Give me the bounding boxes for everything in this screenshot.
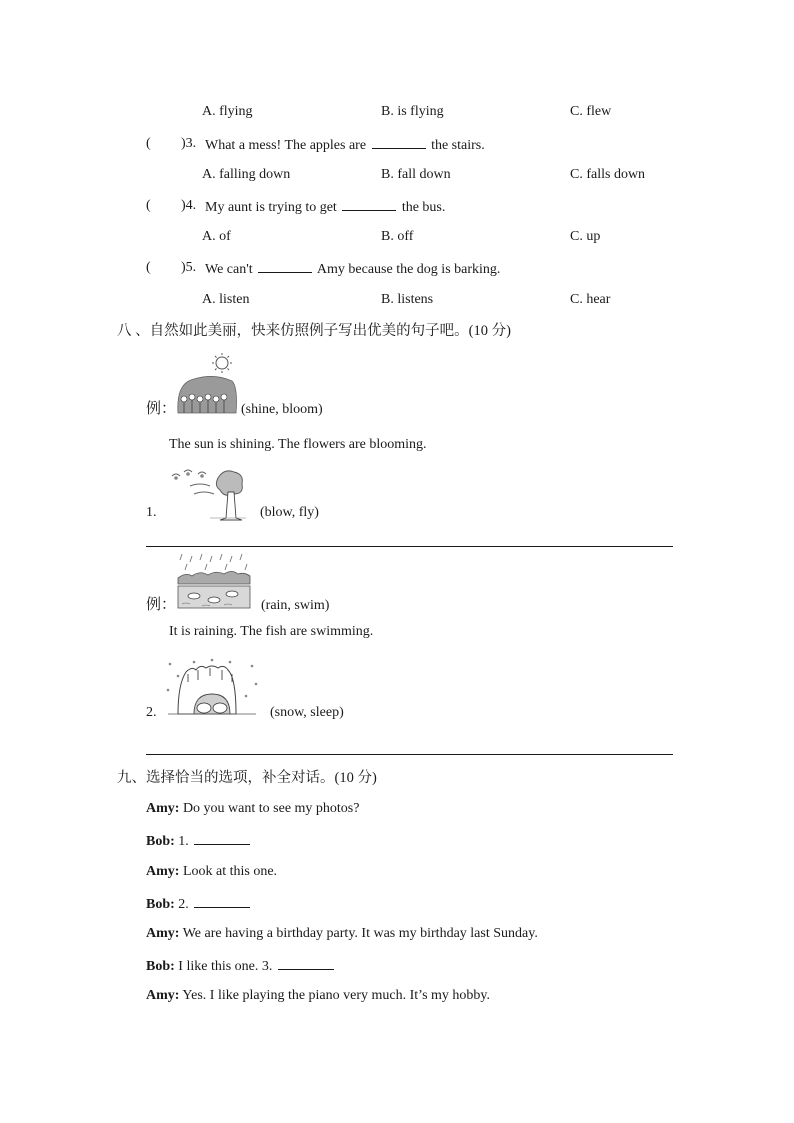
example1-label: 例： bbox=[146, 401, 177, 417]
dialogue-text: We are having a birthday party. It was my birthday last Sunday. bbox=[182, 926, 538, 941]
q5-option-c: C. hear bbox=[570, 292, 611, 307]
dialogue-speaker: Bob: bbox=[146, 897, 175, 912]
section9-heading: 九、选择恰当的选项，补全对话。(10 分) bbox=[117, 770, 377, 786]
q5-option-a: A. listen bbox=[202, 292, 250, 307]
q5-paren-open: ( bbox=[146, 260, 151, 275]
q3-stem-before: What a mess! The apples are bbox=[205, 138, 367, 153]
q3-option-a: A. falling down bbox=[202, 167, 291, 182]
dialogue-text: I like this one. 3. bbox=[178, 959, 273, 974]
q5-stem bbox=[205, 261, 500, 277]
q5-stem-before: We can't bbox=[205, 262, 253, 277]
dialogue-speaker: Bob: bbox=[146, 834, 175, 849]
example2-sentence: It is raining. The fish are swimming. bbox=[169, 624, 374, 639]
snow-cave-illustration bbox=[164, 656, 260, 718]
dialogue-blank-1[interactable] bbox=[194, 833, 250, 845]
q4-stem bbox=[205, 199, 445, 215]
dialogue-blank-3[interactable] bbox=[278, 958, 334, 970]
item1-answer-line[interactable] bbox=[146, 546, 673, 547]
q4-paren-open: ( bbox=[146, 198, 151, 213]
dialogue-blank-2[interactable] bbox=[194, 896, 250, 908]
wind-tree-illustration bbox=[170, 462, 250, 522]
q2-option-c: C. flew bbox=[570, 104, 612, 119]
example2-hint: (rain, swim) bbox=[261, 598, 330, 613]
example1-hint: (shine, bloom) bbox=[241, 402, 323, 417]
q5-number: )5. bbox=[181, 260, 197, 275]
item1-hint: (blow, fly) bbox=[260, 505, 319, 520]
example1-sentence: The sun is shining. The flowers are blooming. bbox=[169, 437, 427, 452]
dialogue-line bbox=[146, 896, 252, 912]
dialogue-text: Yes. I like playing the piano very much. It’s my hobby. bbox=[182, 988, 490, 1003]
q2-option-b: B. is flying bbox=[381, 104, 444, 119]
dialogue-speaker: Bob: bbox=[146, 959, 175, 974]
q3-option-b: B. fall down bbox=[381, 167, 451, 182]
sun-garden-illustration bbox=[174, 353, 238, 417]
q3-option-c: C. falls down bbox=[570, 167, 646, 182]
item1-number: 1. bbox=[146, 505, 157, 520]
example2-label: 例： bbox=[146, 597, 177, 613]
dialogue-line bbox=[146, 802, 359, 816]
q4-blank[interactable] bbox=[342, 199, 396, 211]
q4-stem-before: My aunt is trying to get bbox=[205, 200, 337, 215]
dialogue-line bbox=[146, 958, 336, 974]
dialogue-line bbox=[146, 927, 538, 941]
dialogue-line bbox=[146, 989, 490, 1003]
q4-stem-after: the bus. bbox=[401, 200, 446, 215]
q3-number: )3. bbox=[181, 136, 197, 151]
q4-option-a: A. of bbox=[202, 229, 231, 244]
dialogue-text: 1. bbox=[178, 834, 189, 849]
dialogue-speaker: Amy: bbox=[146, 926, 180, 941]
q4-option-b: B. off bbox=[381, 229, 414, 244]
q3-stem-after: the stairs. bbox=[431, 138, 485, 153]
dialogue-text: Do you want to see my photos? bbox=[182, 801, 360, 816]
rain-pond-illustration bbox=[176, 552, 252, 610]
dialogue-speaker: Amy: bbox=[146, 801, 180, 816]
q3-paren-open: ( bbox=[146, 136, 151, 151]
dialogue-speaker: Amy: bbox=[146, 988, 180, 1003]
q4-number: )4. bbox=[181, 198, 197, 213]
dialogue-line bbox=[146, 865, 277, 879]
q5-blank[interactable] bbox=[258, 261, 312, 273]
dialogue-text: 2. bbox=[178, 897, 189, 912]
q5-option-b: B. listens bbox=[381, 292, 434, 307]
item2-hint: (snow, sleep) bbox=[270, 705, 344, 720]
item2-answer-line[interactable] bbox=[146, 754, 673, 755]
item2-number: 2. bbox=[146, 705, 157, 720]
dialogue-speaker: Amy: bbox=[146, 864, 180, 879]
q4-option-c: C. up bbox=[570, 229, 601, 244]
dialogue-line bbox=[146, 833, 252, 849]
section8-heading: 八 、自然如此美丽，快来仿照例子写出优美的句子吧。(10 分) bbox=[117, 323, 511, 339]
q3-blank[interactable] bbox=[372, 137, 426, 149]
dialogue-text: Look at this one. bbox=[182, 864, 278, 879]
q3-stem bbox=[205, 137, 485, 153]
q5-stem-after: Amy because the dog is barking. bbox=[316, 262, 501, 277]
q2-option-a: A. flying bbox=[202, 104, 253, 119]
